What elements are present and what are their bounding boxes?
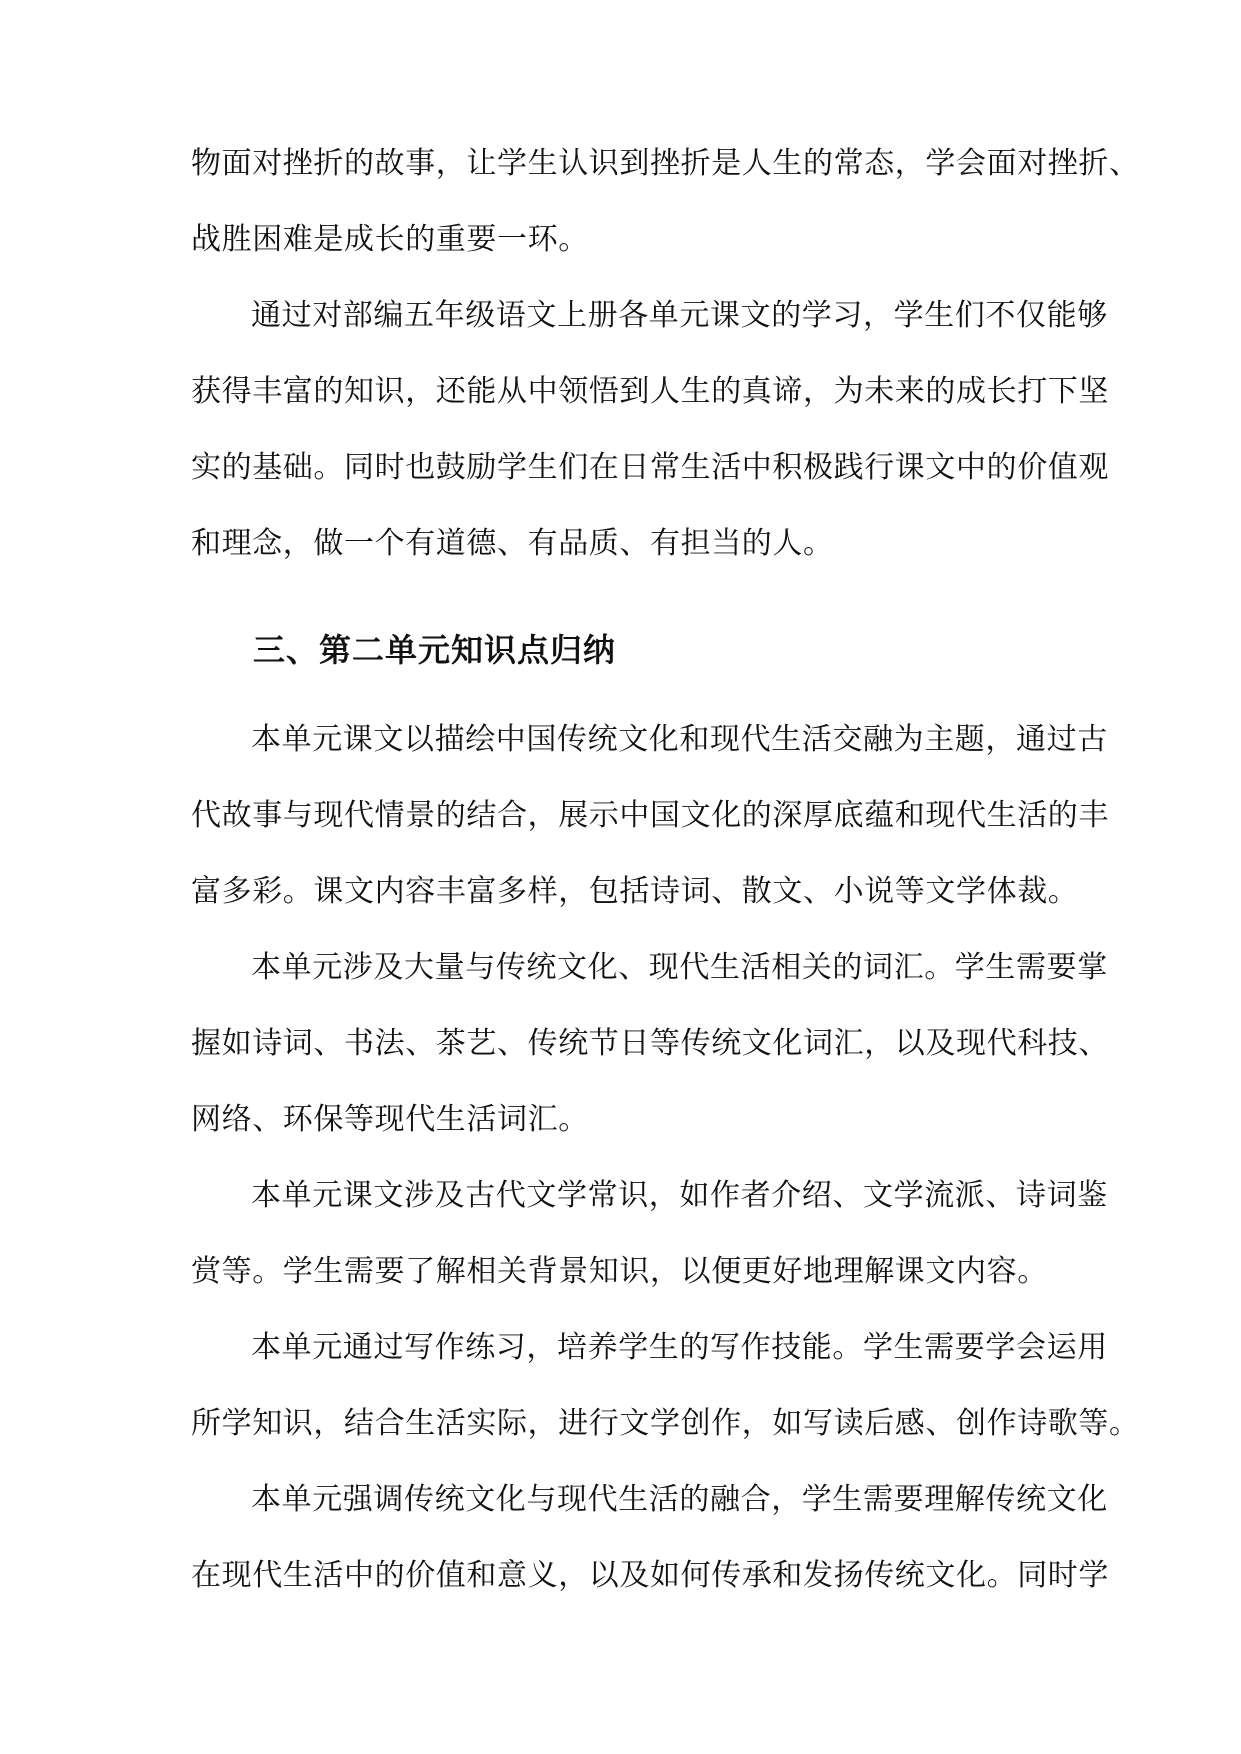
text-line: 握如诗词、书法、茶艺、传统节日等传统文化词汇，以及现代科技、 bbox=[191, 1026, 1109, 1061]
paragraph-summary bbox=[191, 286, 1109, 590]
text-line: 本单元课文涉及古代文学常识，如作者介绍、文学流派、诗词鉴 bbox=[251, 1178, 1108, 1213]
paragraph-writing bbox=[191, 1318, 1140, 1470]
text-line: 和理念，做一个有道德、有品质、有担当的人。 bbox=[191, 526, 834, 561]
paragraph-vocabulary bbox=[191, 938, 1109, 1166]
text-line: 赏等。学生需要了解相关背景知识，以便更好地理解课文内容。 bbox=[191, 1254, 1048, 1289]
paragraph-continued bbox=[191, 134, 1140, 286]
text-line: 在现代生活中的价值和意义，以及如何传承和发扬传统文化。同时学 bbox=[191, 1558, 1109, 1593]
text-line: 获得丰富的知识，还能从中领悟到人生的真谛，为未来的成长打下坚 bbox=[191, 374, 1109, 409]
paragraph-fusion bbox=[191, 1470, 1109, 1622]
text-line: 本单元课文以描绘中国传统文化和现代生活交融为主题，通过古 bbox=[251, 722, 1108, 757]
text-line: 代故事与现代情景的结合，展示中国文化的深厚底蕴和现代生活的丰 bbox=[191, 798, 1109, 833]
text-line: 本单元涉及大量与传统文化、现代生活相关的词汇。学生需要掌 bbox=[251, 950, 1108, 985]
text-line: 通过对部编五年级语文上册各单元课文的学习，学生们不仅能够 bbox=[251, 298, 1108, 333]
section-heading: 三、第二单元知识点归纳 bbox=[253, 631, 617, 669]
section-heading-block bbox=[191, 590, 1061, 710]
paragraph-literature bbox=[191, 1166, 1108, 1318]
text-line: 本单元通过写作练习，培养学生的写作技能。学生需要学会运用 bbox=[251, 1330, 1108, 1365]
text-line: 网络、环保等现代生活词汇。 bbox=[191, 1102, 589, 1137]
text-line: 物面对挫折的故事，让学生认识到挫折是人生的常态，学会面对挫折、 bbox=[191, 146, 1140, 181]
text-line: 富多彩。课文内容丰富多样，包括诗词、散文、小说等文学体裁。 bbox=[191, 874, 1079, 909]
text-line: 实的基础。同时也鼓励学生们在日常生活中积极践行课文中的价值观 bbox=[191, 450, 1109, 485]
text-line: 战胜困难是成长的重要一环。 bbox=[191, 222, 589, 257]
text-line: 本单元强调传统文化与现代生活的融合，学生需要理解传统文化 bbox=[251, 1482, 1108, 1517]
text-line: 所学知识，结合生活实际，进行文学创作，如写读后感、创作诗歌等。 bbox=[191, 1406, 1140, 1441]
page-content bbox=[191, 134, 1140, 1622]
paragraph-theme bbox=[191, 710, 1109, 938]
